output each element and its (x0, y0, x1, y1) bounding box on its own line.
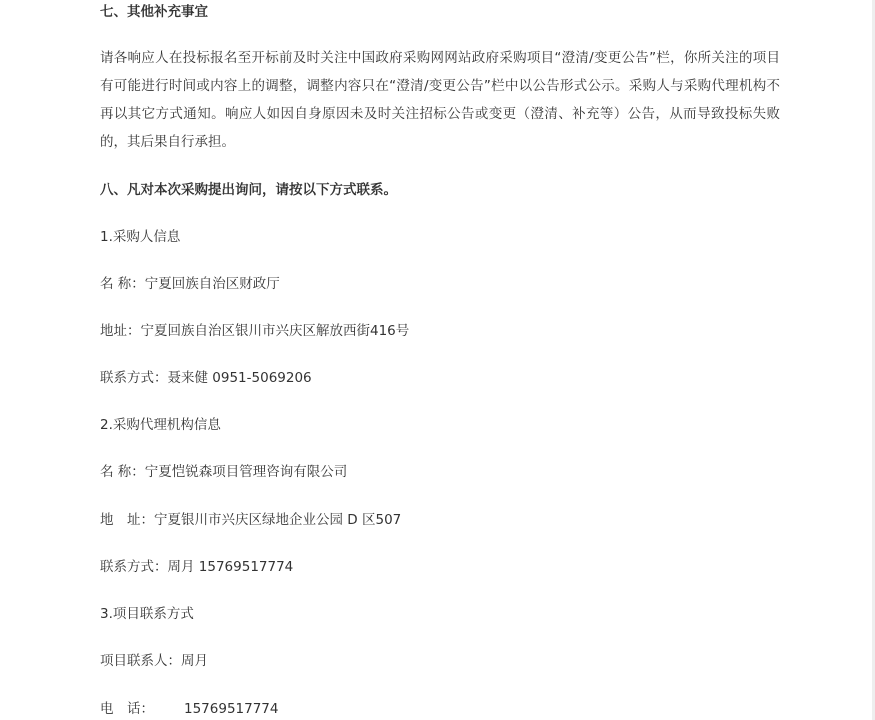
purchaser-address: 地址：宁夏回族自治区银川市兴庆区解放西街416号 (100, 323, 410, 339)
project-contact-title: 3.项目联系方式 (100, 606, 194, 622)
purchaser-info-title: 1.采购人信息 (100, 229, 181, 245)
section-7-heading: 七、其他补充事宜 (100, 4, 208, 20)
purchaser-name: 名 称：宁夏回族自治区财政厅 (100, 276, 280, 292)
section-8-heading: 八、凡对本次采购提出询问，请按以下方式联系。 (100, 182, 397, 198)
purchaser-contact: 联系方式：聂来健 0951-5069206 (100, 370, 312, 386)
agency-contact: 联系方式：周月 15769517774 (100, 559, 294, 575)
section-7-paragraph: 请各响应人在投标报名至开标前及时关注中国政府采购网网站政府采购项目“澄清/变更公告”栏，你所关注的项目有可能进行时间或内容上的调整，调整内容只在“澄清/变更公告”栏中以公告形式公示。采购人与采购代理机构不再以其它方式通知。响应人如因自身原因未及时关注招标公告或变更（澄清、补充等）公告，从而导致投标失败的，其后果自行承担。 (100, 50, 780, 150)
project-contact-phone (100, 699, 278, 719)
phone-label: 电 话： (100, 701, 154, 717)
project-contact-person: 项目联系人：周月 (100, 653, 208, 669)
agency-info-title: 2.采购代理机构信息 (100, 417, 221, 433)
agency-address: 地 址：宁夏银川市兴庆区绿地企业公园 D 区507 (100, 512, 402, 528)
agency-name: 名 称：宁夏恺锐森项目管理咨询有限公司 (100, 464, 348, 480)
phone-value: 15769517774 (184, 701, 279, 717)
